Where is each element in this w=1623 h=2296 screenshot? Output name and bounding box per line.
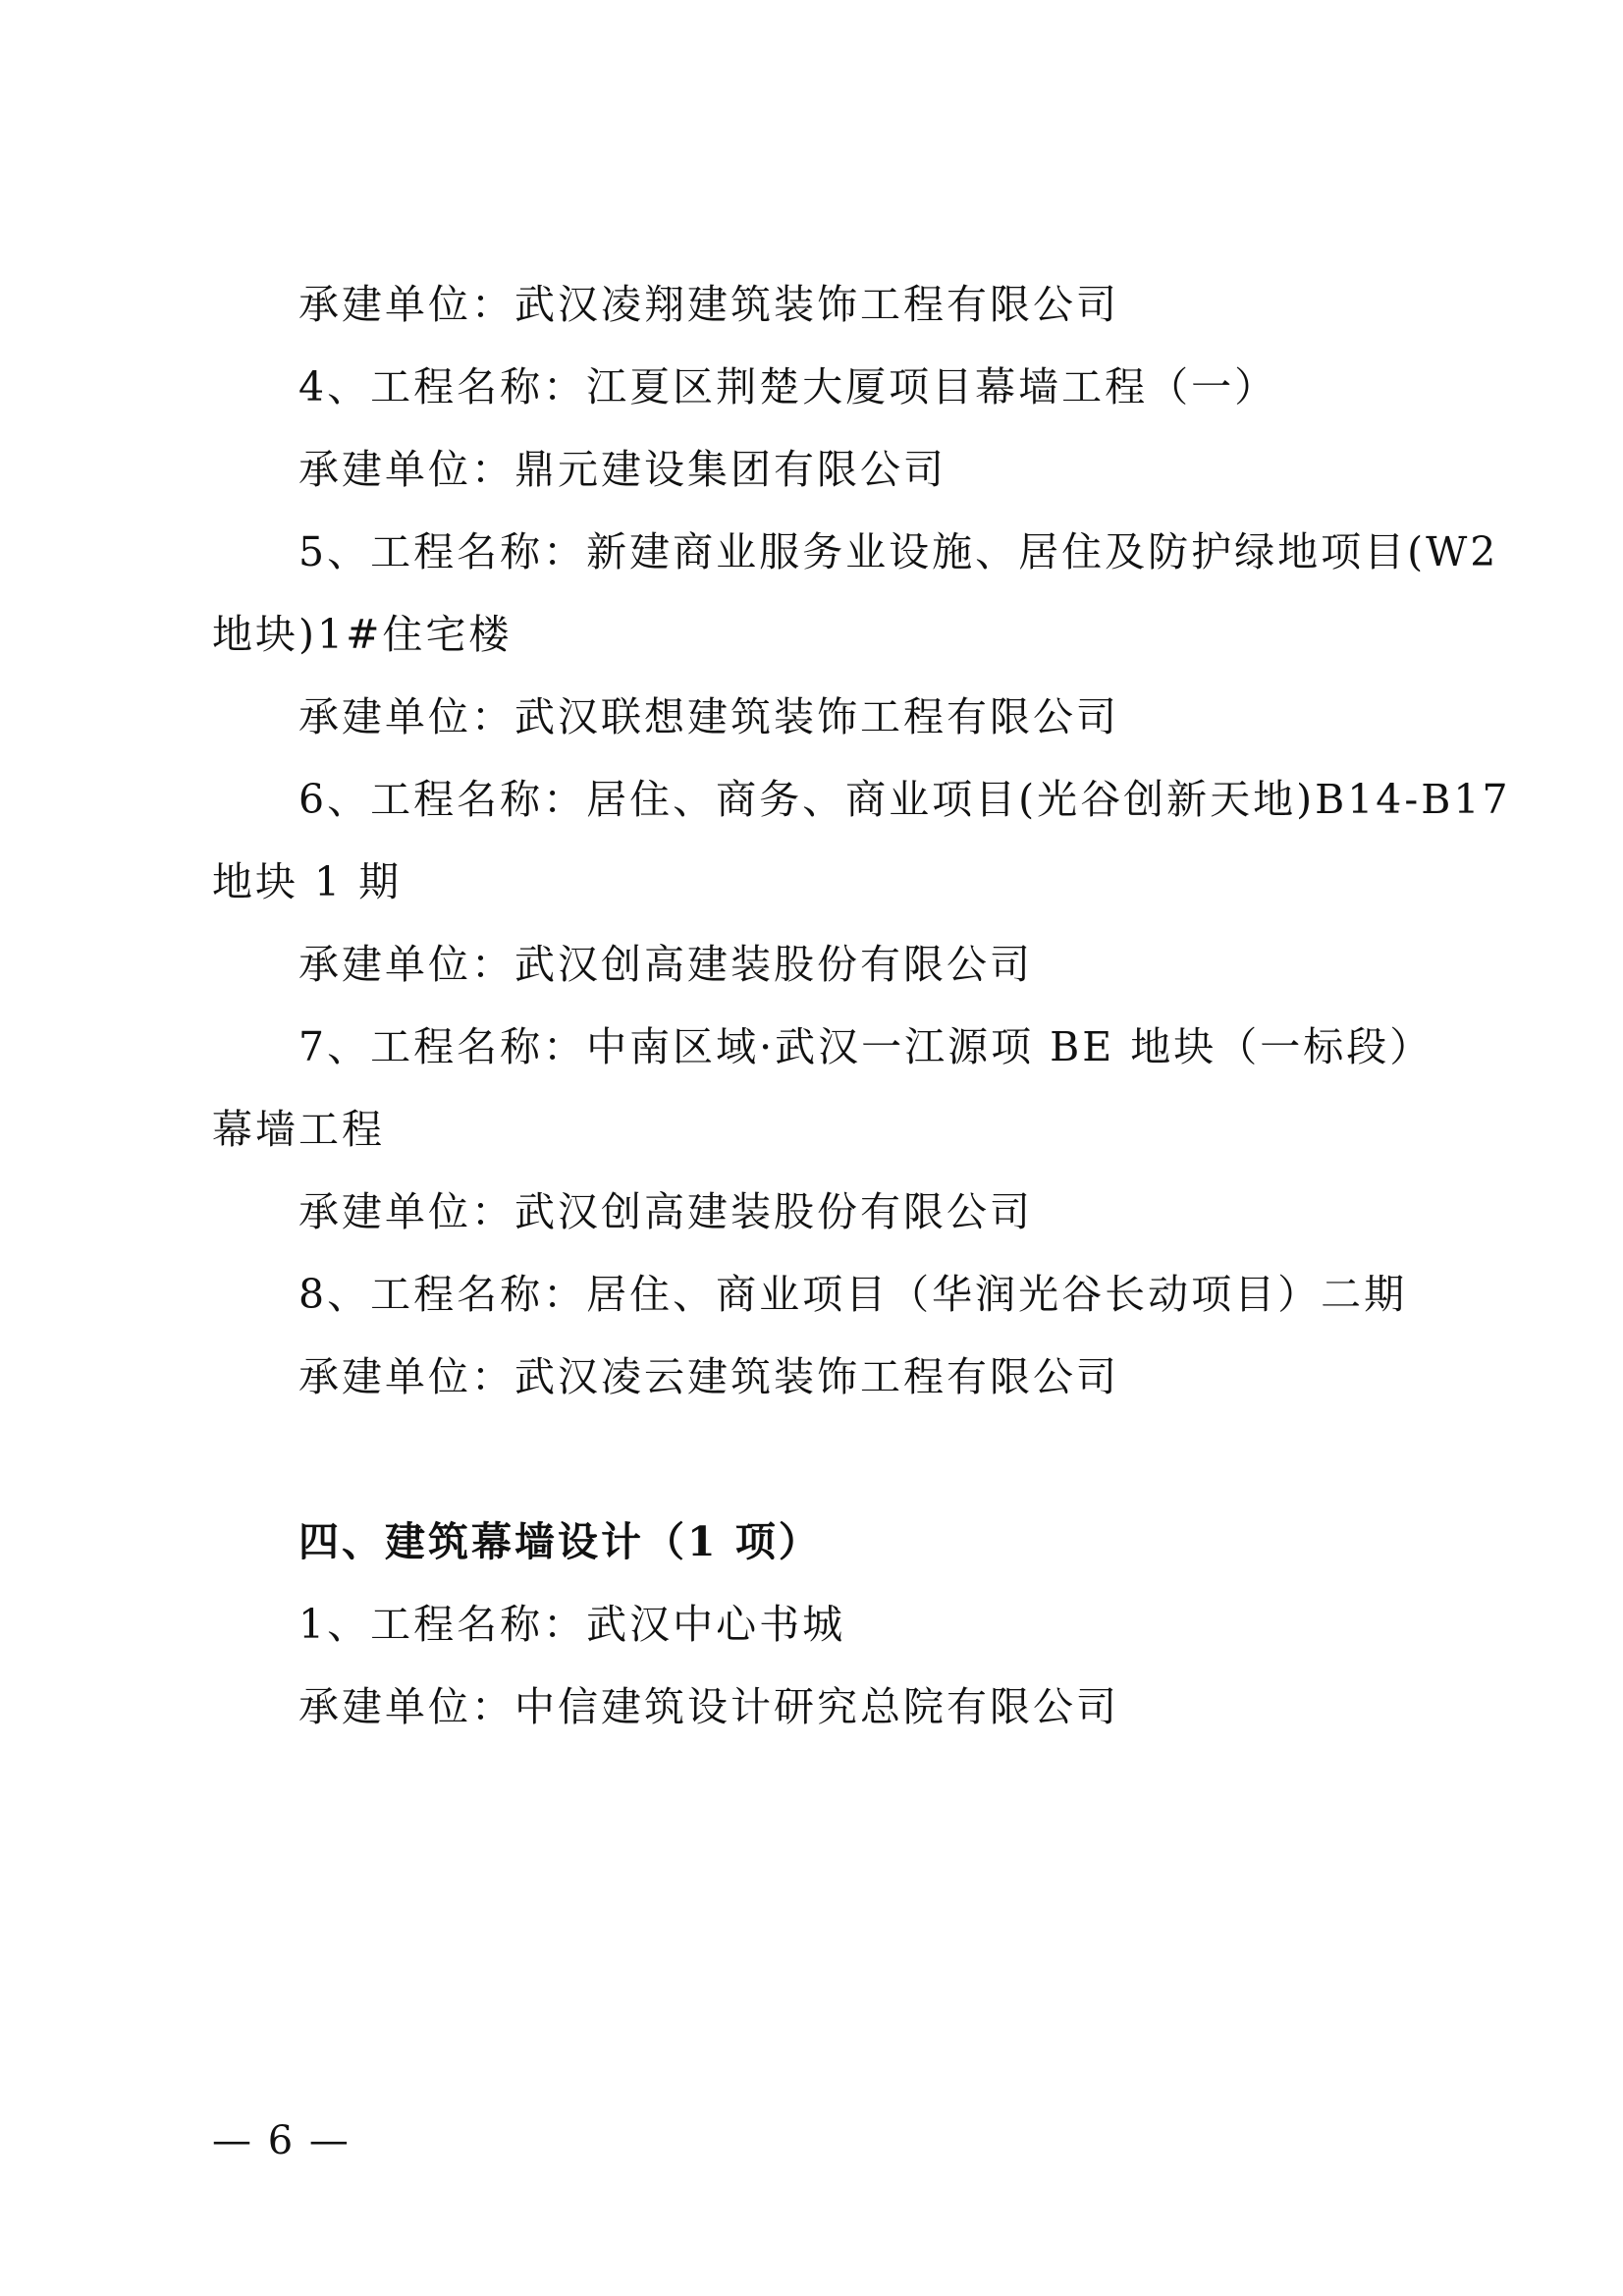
document-body: [212, 263, 1511, 1748]
project-name-continuation: 地块 1 期: [212, 858, 403, 905]
contractor-line: 承建单位：鼎元建设集团有限公司: [298, 446, 947, 493]
project-name-continuation: 幕墙工程: [212, 1106, 385, 1153]
page-number: — 6 —: [212, 2118, 351, 2163]
section-spacer: [212, 1418, 1415, 1501]
contractor-line: 承建单位：武汉凌翔建筑装饰工程有限公司: [298, 281, 1119, 328]
project-name-line: 7、工程名称：中南区域·武汉一江源项 BE 地块（一标段）: [298, 1023, 1434, 1070]
project-name-line: 1、工程名称：武汉中心书城: [298, 1601, 846, 1648]
contractor-line: 承建单位：武汉创高建装股份有限公司: [298, 1188, 1033, 1235]
project-name-line: 4、工程名称：江夏区荆楚大厦项目幕墙工程（一）: [298, 363, 1278, 410]
project-name-line: 5、工程名称：新建商业服务业设施、居住及防护绿地项目(W2: [298, 528, 1499, 575]
contractor-line: 承建单位：中信建筑设计研究总院有限公司: [298, 1683, 1119, 1730]
project-name-continuation: 地块)1#住宅楼: [212, 611, 513, 658]
contractor-line: 承建单位：武汉联想建筑装饰工程有限公司: [298, 693, 1119, 740]
contractor-line: 承建单位：武汉凌云建筑装饰工程有限公司: [298, 1353, 1119, 1400]
contractor-line: 承建单位：武汉创高建装股份有限公司: [298, 941, 1033, 988]
section-heading: 四、建筑幕墙设计（1 项）: [298, 1518, 822, 1565]
project-name-line: 8、工程名称：居住、商业项目（华润光谷长动项目）二期: [298, 1271, 1408, 1318]
project-name-line: 6、工程名称：居住、商务、商业项目(光谷创新天地)B14-B17: [298, 776, 1511, 823]
